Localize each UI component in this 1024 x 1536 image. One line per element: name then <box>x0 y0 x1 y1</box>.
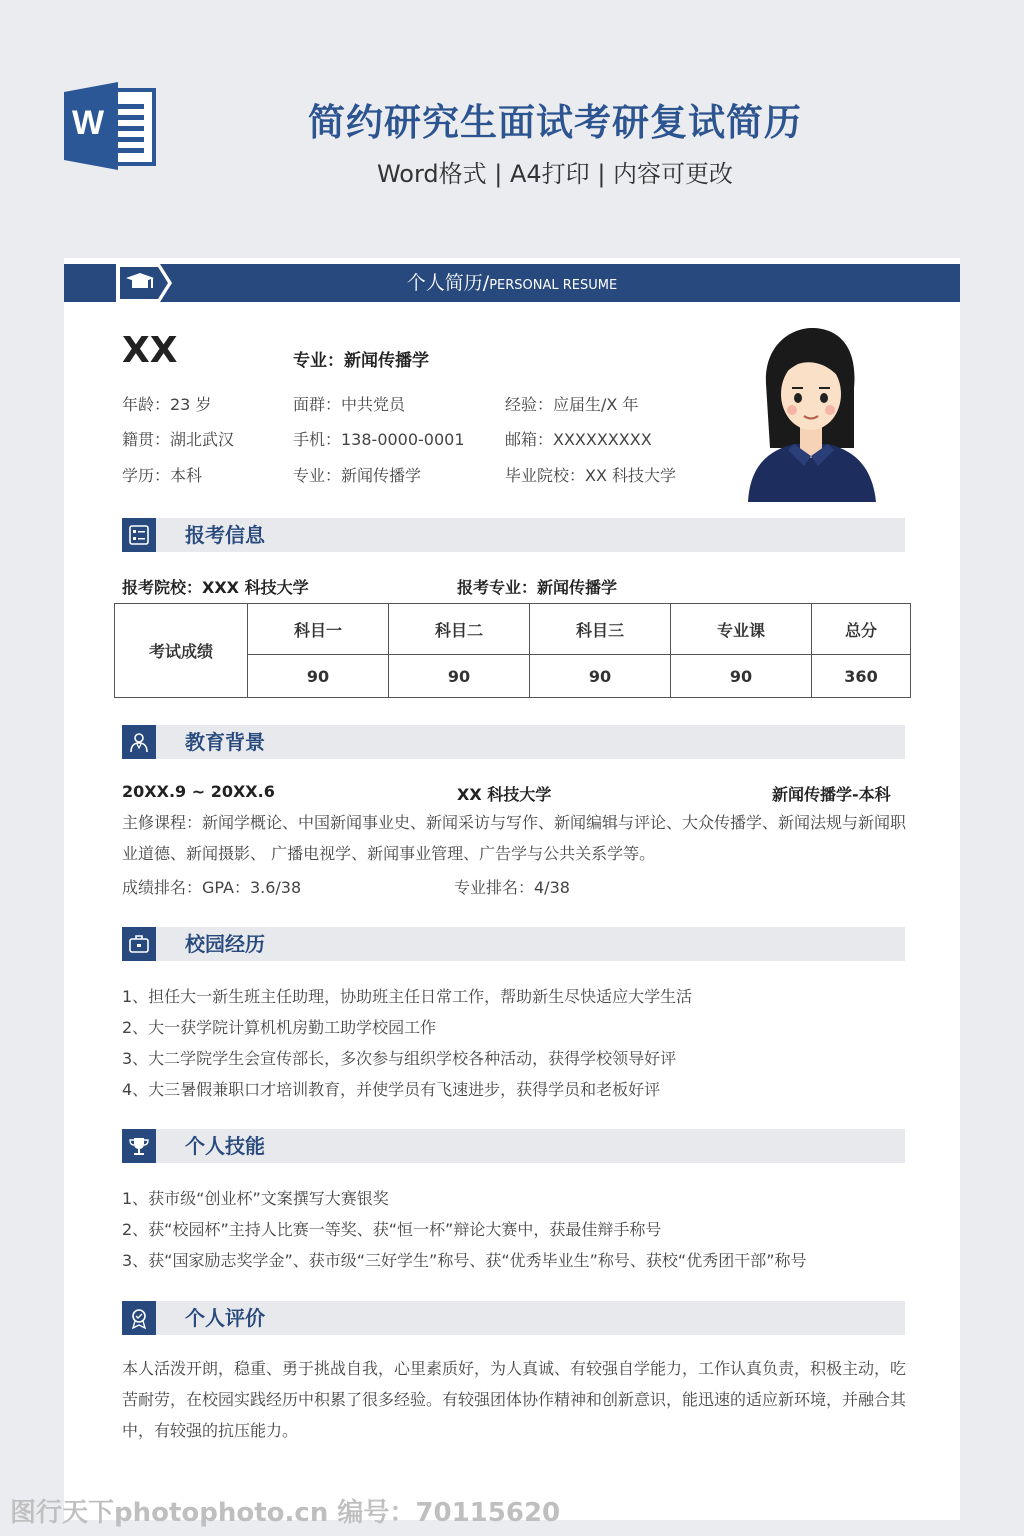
section-campus-icon-box <box>122 927 156 961</box>
score-col-4: 专业课 <box>671 604 812 655</box>
exam-major: 报考专业：新闻传播学 <box>457 578 618 597</box>
briefcase-icon <box>128 933 150 955</box>
word-logo-icon <box>64 82 156 170</box>
section-exam-icon-box <box>122 518 156 552</box>
campus-item: 3、大二学院学生会宣传部长，多次参与组织学校各种活动，获得学校领导好评 <box>122 1049 677 1068</box>
score-col-5: 总分 <box>812 604 911 655</box>
avatar <box>742 324 880 502</box>
campus-item: 4、大三暑假兼职口才培训教育，并使学员有飞速进步，获得学员和老板好评 <box>122 1080 661 1099</box>
section-campus-title: 校园经历 <box>185 932 265 956</box>
score-col-3: 科目三 <box>530 604 671 655</box>
resume-header-title <box>64 264 960 302</box>
info-education: 学历：本科 <box>122 466 203 485</box>
edu-rank: 专业排名：4/38 <box>454 878 570 897</box>
info-hometown: 籍贯：湖北武汉 <box>122 430 235 449</box>
word-logo-letter: W <box>72 104 105 142</box>
info-age: 年龄：23 岁 <box>122 395 212 414</box>
trophy-icon <box>128 1135 150 1157</box>
edu-degree: 新闻传播学-本科 <box>772 785 891 804</box>
student-icon <box>128 731 150 753</box>
section-education-icon-box <box>122 725 156 759</box>
section-skills <box>122 1129 905 1163</box>
score-val-1: 90 <box>248 655 389 698</box>
section-skills-icon-box <box>122 1129 156 1163</box>
section-evaluation <box>122 1301 905 1335</box>
campus-item: 2、大一获学院计算机机房勤工助学校园工作 <box>122 1018 437 1037</box>
score-val-2: 90 <box>389 655 530 698</box>
skill-item: 1、获市级“创业杯”文案撰写大赛银奖 <box>122 1189 389 1208</box>
section-skills-title: 个人技能 <box>185 1134 265 1158</box>
section-evaluation-icon-box <box>122 1301 156 1335</box>
candidate-name: XX <box>122 330 178 371</box>
score-row-label: 考试成绩 <box>115 604 248 698</box>
resume-header-en: PERSONAL RESUME <box>489 278 618 293</box>
edu-courses: 主修课程：新闻学概论、中国新闻事业史、新闻采访与写作、新闻编辑与评论、大众传播学、新闻法规与新闻职业道德、新闻摄影、 广播电视学、新闻事业管理、广告学与公共关系学等。 <box>122 813 907 863</box>
info-political: 面群：中共党员 <box>293 395 406 414</box>
info-phone: 手机：138-0000-0001 <box>293 430 465 449</box>
score-col-1: 科目一 <box>248 604 389 655</box>
badge-icon <box>128 1307 150 1329</box>
info-email: 邮箱：XXXXXXXXX <box>505 430 652 449</box>
section-evaluation-title: 个人评价 <box>185 1306 265 1330</box>
edu-school: XX 科技大学 <box>457 785 552 804</box>
edu-period: 20XX.9 ~ 20XX.6 <box>122 782 275 801</box>
score-val-5: 360 <box>812 655 911 698</box>
section-education-title: 教育背景 <box>185 730 265 754</box>
score-val-3: 90 <box>530 655 671 698</box>
section-campus <box>122 927 905 961</box>
section-education <box>122 725 905 759</box>
section-exam-title: 报考信息 <box>185 523 265 547</box>
info-major: 专业：新闻传播学 <box>293 466 422 485</box>
page-title: 简约研究生面试考研复试简历 <box>308 101 802 144</box>
edu-gpa: 成绩排名：GPA：3.6/38 <box>122 878 302 897</box>
resume-header-cn: 个人简历/ <box>406 272 490 294</box>
section-exam <box>122 518 905 552</box>
resume-header-bar <box>64 264 960 302</box>
exam-school: 报考院校：XXX 科技大学 <box>122 578 309 597</box>
score-table <box>114 603 911 698</box>
score-col-2: 科目二 <box>389 604 530 655</box>
campus-item: 1、担任大一新生班主任助理，协助班主任日常工作，帮助新生尽快适应大学生活 <box>122 987 693 1006</box>
info-experience: 经验：应届生/X 年 <box>505 395 639 414</box>
page-subtitle: Word格式 | A4打印 | 内容可更改 <box>376 160 734 188</box>
watermark-text: 图行天下photophoto.cn 编号：70115620 <box>10 1498 561 1528</box>
resume-paper <box>64 258 960 1520</box>
candidate-major: 专业：新闻传播学 <box>293 351 429 371</box>
skill-item: 2、获“校园杯”主持人比赛一等奖、获“恒一杯”辩论大赛中，获最佳辩手称号 <box>122 1220 662 1239</box>
skill-item: 3、获“国家励志奖学金”、获市级“三好学生”称号、获“优秀毕业生”称号、获校“优秀团干部”称号 <box>122 1251 807 1270</box>
evaluation-text: 本人活泼开朗，稳重、勇于挑战自我，心里素质好，为人真诚、有较强自学能力，工作认真负责，积极主动，吃苦耐劳，在校园实践经历中积累了很多经验。有较强团体协作精神和创新意识，能迅速的适应新环境，并融合其中，有较强的抗压能力。 <box>122 1359 907 1440</box>
form-icon <box>128 524 150 546</box>
score-header-row <box>115 604 911 655</box>
score-val-4: 90 <box>671 655 812 698</box>
info-graduate-school: 毕业院校：XX 科技大学 <box>505 466 677 485</box>
